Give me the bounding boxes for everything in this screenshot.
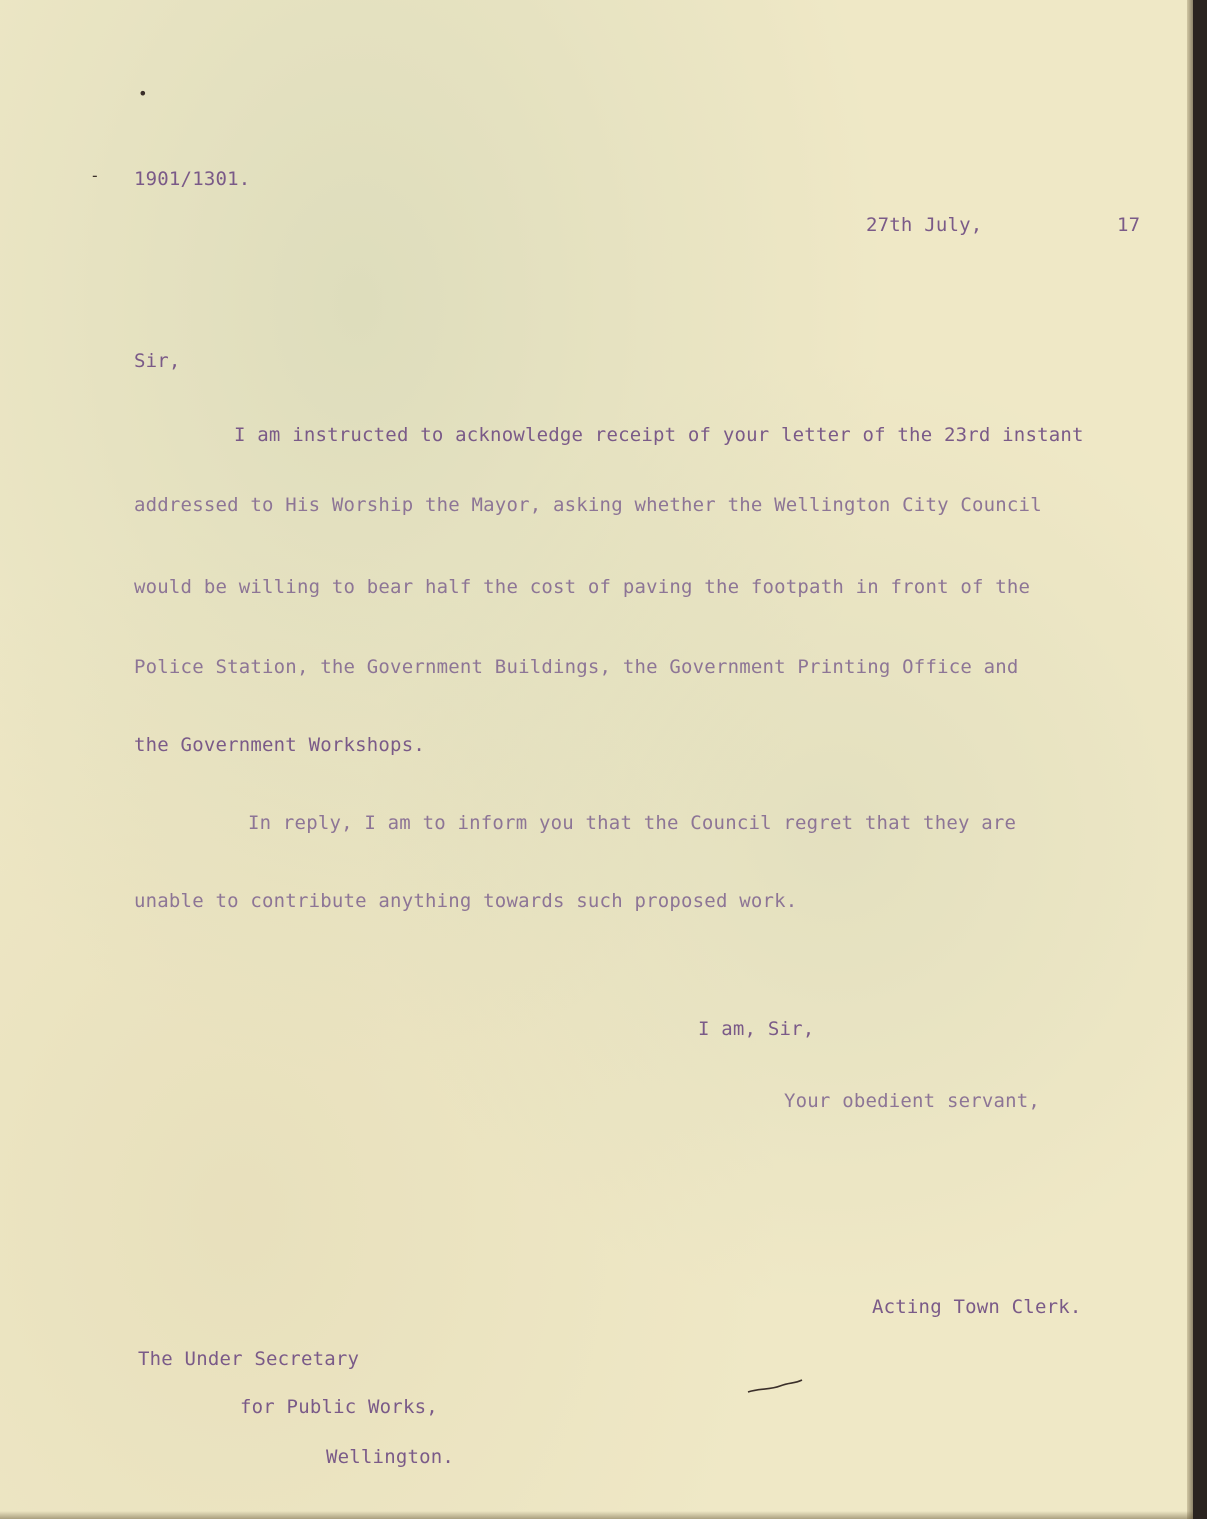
salutation: Sir, (134, 350, 181, 372)
body-line-1: I am instructed to acknowledge receipt of your letter of the 23rd instant (234, 424, 1084, 446)
ink-squiggle-mark (744, 1374, 808, 1398)
letter-date: 27th July, (866, 214, 983, 236)
body-line-6: In reply, I am to inform you that the Council regret that they are (248, 812, 1017, 834)
body-line-5: the Government Workshops. (134, 734, 425, 756)
year-fragment: 17 (1117, 214, 1141, 236)
margin-dash-mark: - (90, 166, 100, 185)
body-line-4: Police Station, the Government Buildings, the Government Printing Office and (134, 656, 1019, 678)
body-line-3: would be willing to bear half the cost of paving the footpath in front of the (134, 576, 1031, 598)
page-edge-bottom (0, 1511, 1193, 1519)
body-line-7: unable to contribute anything towards such proposed work. (134, 890, 798, 912)
page-edge-right (1187, 0, 1193, 1519)
closing-i-am-sir: I am, Sir, (698, 1018, 815, 1040)
address-line-2: for Public Works, (240, 1396, 438, 1418)
signatory-title: Acting Town Clerk. (872, 1296, 1082, 1318)
reference-number: 1901/1301. (134, 168, 251, 190)
address-line-3: Wellington. (326, 1446, 455, 1468)
body-line-2: addressed to His Worship the Mayor, asking whether the Wellington City Council (134, 494, 1042, 516)
address-line-1: The Under Secretary (138, 1348, 360, 1370)
closing-obedient-servant: Your obedient servant, (784, 1090, 1041, 1112)
punch-hole-mark: • (138, 84, 148, 103)
